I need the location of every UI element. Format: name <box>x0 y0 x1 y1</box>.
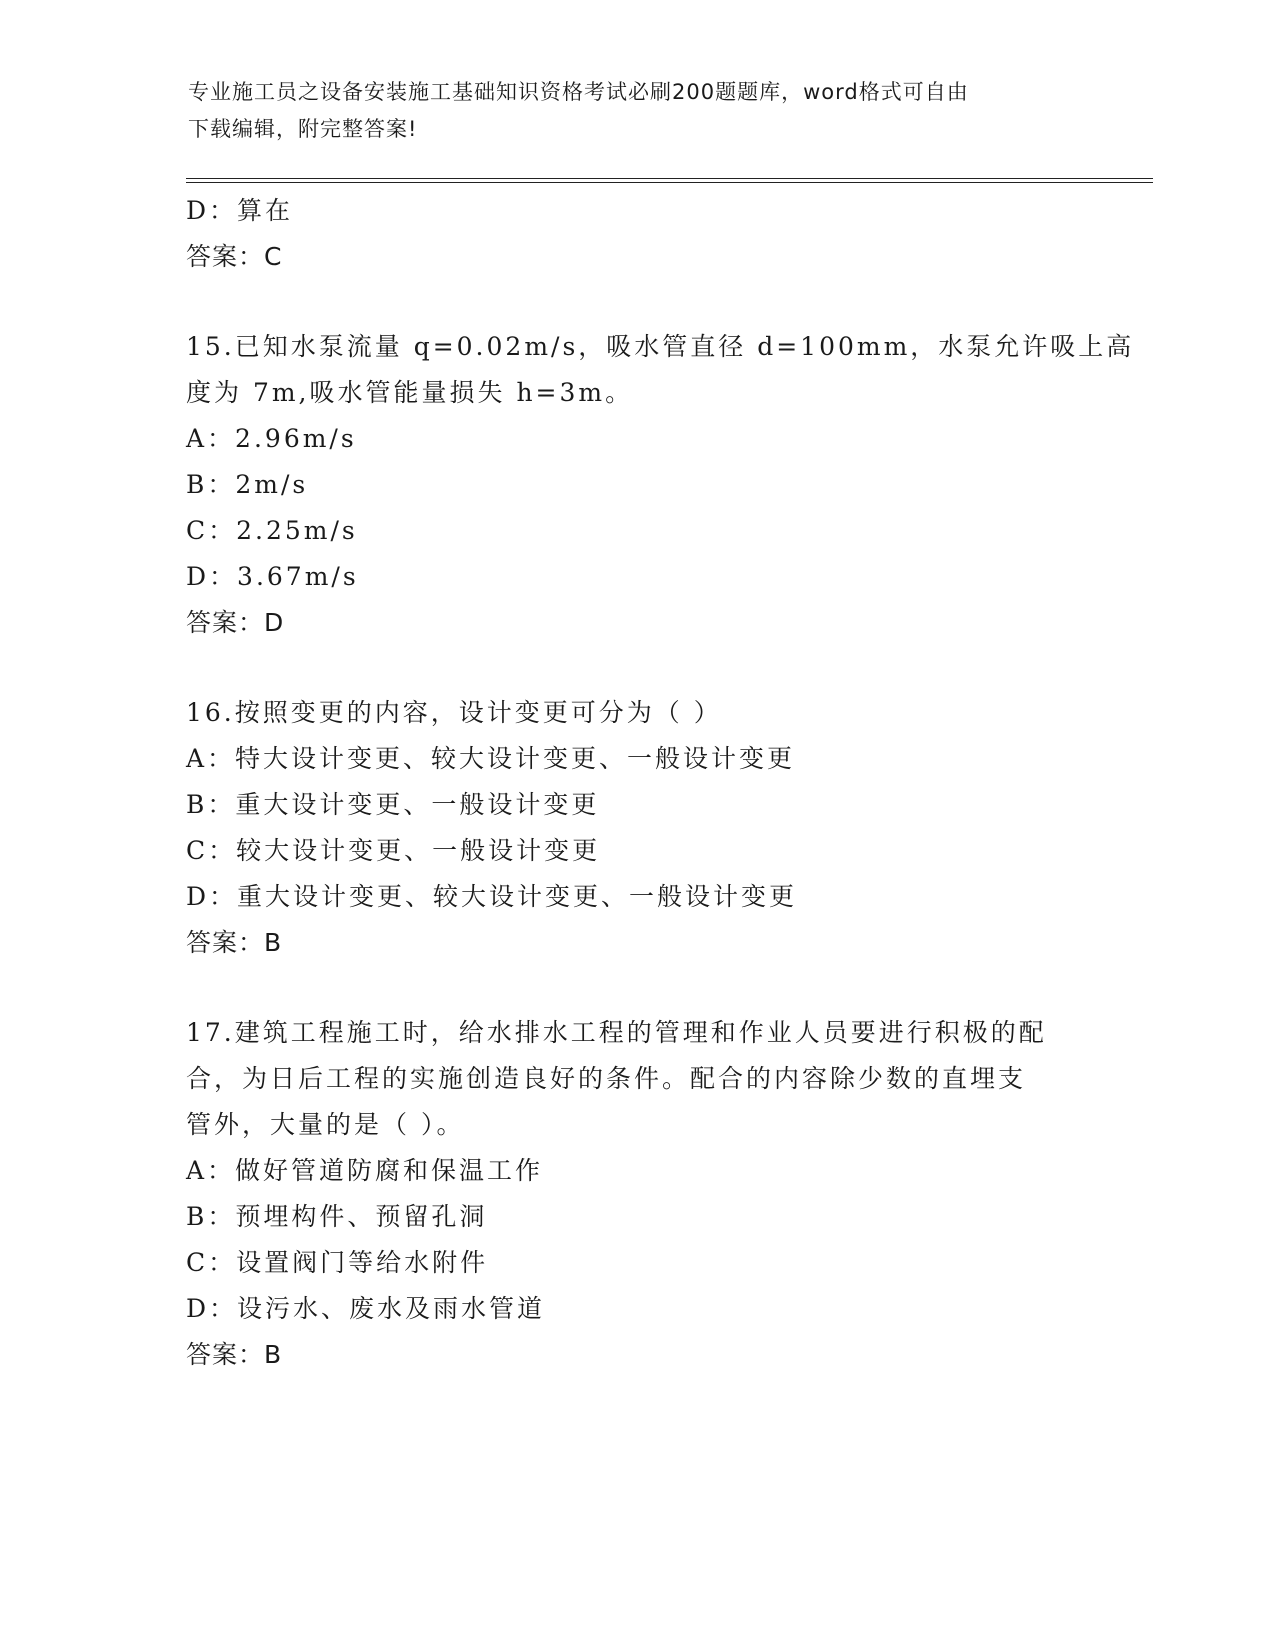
option-a: A：特大设计变更、较大设计变更、一般设计变更 <box>186 744 796 773</box>
header-title-line1: 专业施工员之设备安装施工基础知识资格考试必刷200题题库，word格式可自由 <box>188 80 969 104</box>
option-b: B：2m/s <box>186 470 309 499</box>
question-stem-line: 管外，大量的是（ ）。 <box>186 1110 465 1139</box>
question-stem-line: 合，为日后工程的实施创造良好的条件。配合的内容除少数的直埋支 <box>186 1064 1027 1093</box>
prev-question-option-d: D：算在 <box>186 196 294 225</box>
option-b: B：预埋构件、预留孔洞 <box>186 1202 488 1231</box>
question-16 <box>186 690 1086 966</box>
option-d: D：重大设计变更、较大设计变更、一般设计变更 <box>186 882 798 911</box>
option-d: D：3.67m/s <box>186 562 359 591</box>
question-stem-line: 度为 7m,吸水管能量损失 h=3m。 <box>186 378 634 407</box>
answer: 答案：B <box>186 928 283 957</box>
question-17 <box>186 1010 1086 1378</box>
option-c: C：较大设计变更、一般设计变更 <box>186 836 601 865</box>
option-a: A：2.96m/s <box>186 424 357 453</box>
header-divider-top <box>186 178 1153 179</box>
question-list <box>186 188 1135 1378</box>
question-stem-line: 15.已知水泵流量 q=0.02m/s，吸水管直径 d=100mm，水泵允许吸上高 <box>186 332 1135 361</box>
option-a: A：做好管道防腐和保温工作 <box>186 1156 544 1185</box>
question-stem-line: 17.建筑工程施工时，给水排水工程的管理和作业人员要进行积极的配 <box>186 1018 1047 1047</box>
option-b: B：重大设计变更、一般设计变更 <box>186 790 600 819</box>
header-title-line2: 下载编辑，附完整答案! <box>188 117 418 141</box>
answer: 答案：B <box>186 1340 283 1369</box>
question-stem-line: 16.按照变更的内容，设计变更可分为（ ） <box>186 698 722 727</box>
header-divider-bottom <box>186 182 1153 183</box>
prev-question-answer: 答案：C <box>186 242 283 271</box>
question-15 <box>186 324 1135 646</box>
option-c: C：设置阀门等给水附件 <box>186 1248 489 1277</box>
option-d: D：设污水、废水及雨水管道 <box>186 1294 546 1323</box>
option-c: C：2.25m/s <box>186 516 358 545</box>
answer: 答案：D <box>186 608 285 637</box>
document-header <box>188 74 1088 148</box>
